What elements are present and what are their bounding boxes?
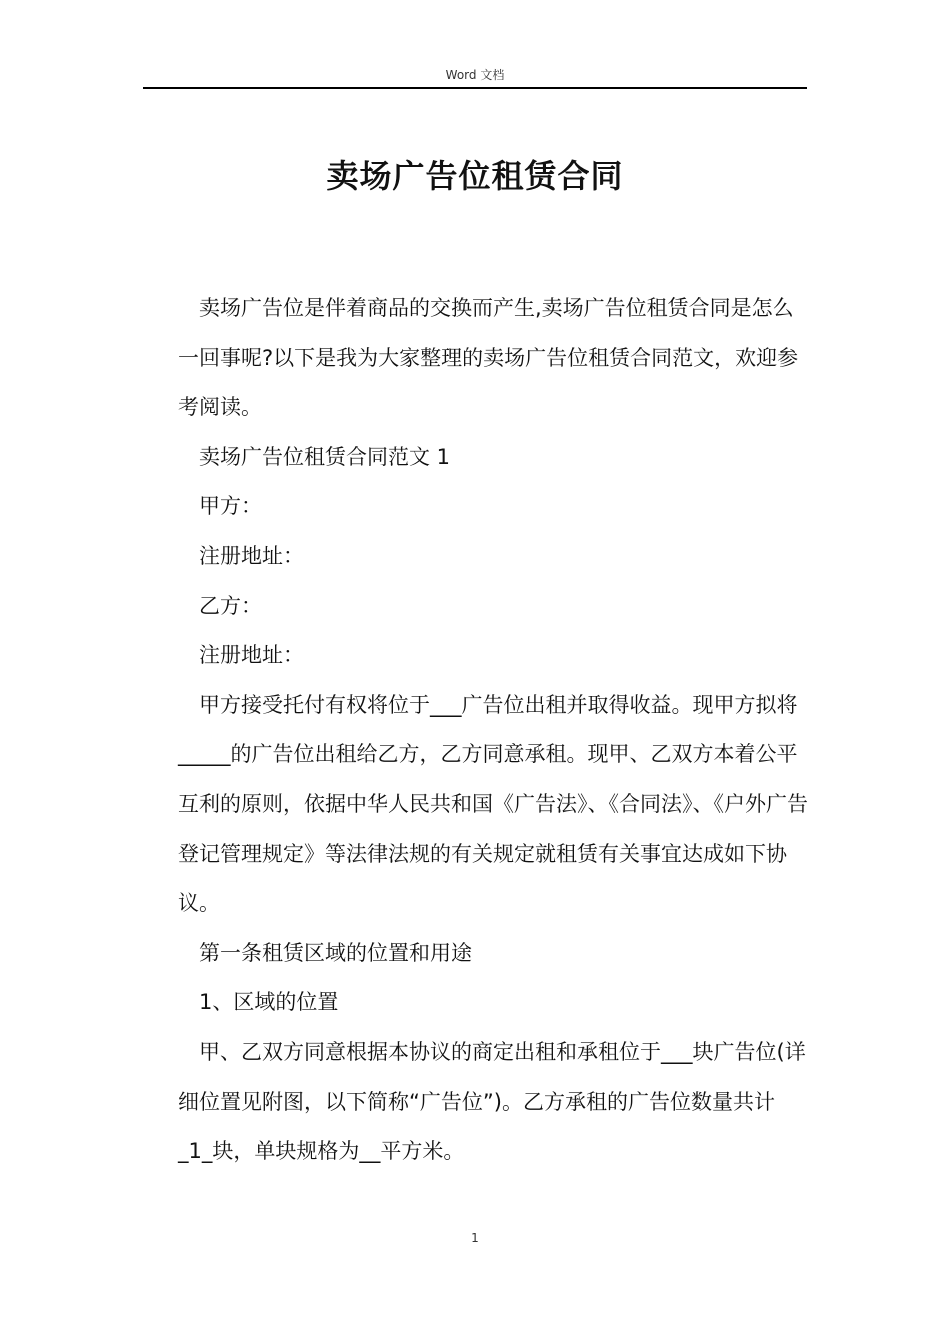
article-one-heading: 第一条租赁区域的位置和用途: [199, 940, 472, 965]
clause-heading: 1、区域的位置: [199, 990, 339, 1015]
agreement-preamble: 甲方接受托付有权将位于___广告位出租并取得收益。现甲方拟将_____的广告位出租给乙方，乙方同意承租。现甲、乙双方本着公平互利的原则，依据中华人民共和国《广告法》、《合同法》、《户外广告登记管理规定》等法律法规的有关规定就租赁有关事宜达成如下协议。: [178, 692, 808, 916]
header-divider: [143, 87, 807, 89]
document-body: [178, 284, 808, 1177]
clause-paragraph: 甲、乙双方同意根据本协议的商定出租和承租位于___块广告位(详细位置见附图，以下简称“广告位”)。乙方承租的广告位数量共计_1_块，单块规格为__平方米。: [178, 1039, 806, 1164]
sample-heading: 卖场广告位租赁合同范文 1: [199, 444, 451, 469]
party-a-label: 甲方：: [199, 494, 262, 519]
document-title: 卖场广告位租赁合同: [326, 157, 624, 195]
party-b-address-label: 注册地址：: [199, 643, 304, 668]
intro-paragraph: 卖场广告位是伴着商品的交换而产生,卖场广告位租赁合同是怎么一回事呢?以下是我为大家整理的卖场广告位租赁合同范文，欢迎参考阅读。: [178, 296, 799, 420]
page-number: 1: [471, 1231, 479, 1245]
party-a-address-label: 注册地址：: [199, 543, 304, 568]
page-header: Word 文档: [445, 68, 505, 82]
party-b-label: 乙方：: [199, 593, 262, 618]
